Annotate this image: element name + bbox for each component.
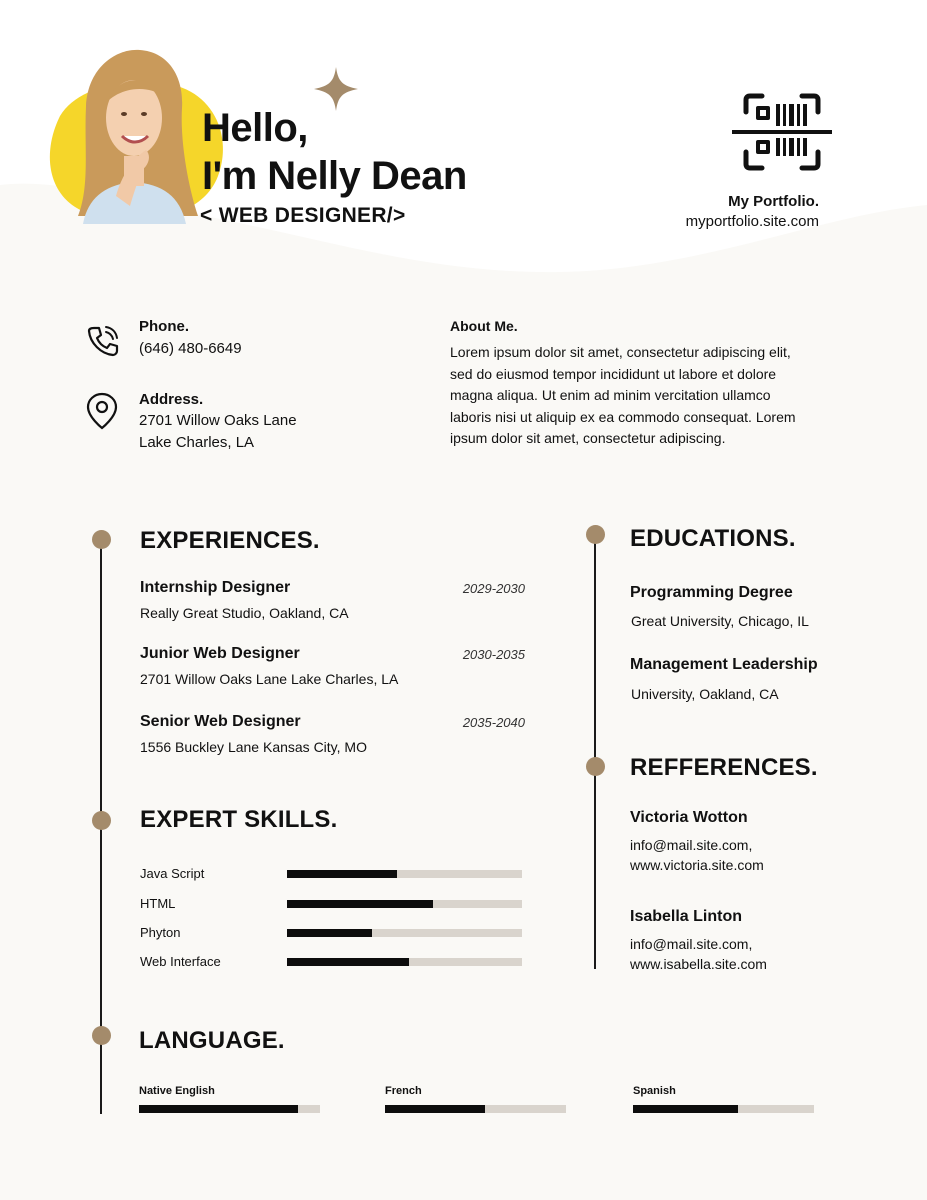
education-place: University, Oakland, CA <box>631 686 779 702</box>
timeline-dot-skills <box>92 811 111 830</box>
phone-value: (646) 480-6649 <box>139 340 242 357</box>
language-bar-fill <box>139 1105 298 1113</box>
education-place: Great University, Chicago, IL <box>631 613 809 629</box>
experience-title: Junior Web Designer <box>140 645 300 662</box>
address-line-1: 2701 Willow Oaks Lane <box>139 412 297 429</box>
timeline-dot-references <box>586 757 605 776</box>
skill-bar-track <box>287 900 522 908</box>
language-name: Native English <box>139 1085 215 1097</box>
portfolio-label: My Portfolio. <box>728 193 819 210</box>
reference-email[interactable]: info@mail.site.com, <box>630 837 753 853</box>
timeline-dot-educations <box>586 525 605 544</box>
language-name: French <box>385 1085 422 1097</box>
experience-place: 1556 Buckley Lane Kansas City, MO <box>140 739 367 755</box>
experience-years: 2035-2040 <box>462 715 525 730</box>
skill-name: HTML <box>140 896 176 911</box>
timeline-dot-language <box>92 1026 111 1045</box>
experience-place: Really Great Studio, Oakland, CA <box>140 605 349 621</box>
about-title: About Me. <box>450 318 518 334</box>
reference-name: Isabella Linton <box>630 908 743 925</box>
skill-bar-fill <box>287 958 409 966</box>
language-bar-fill <box>633 1105 738 1113</box>
address-label: Address. <box>139 391 204 408</box>
avatar <box>38 46 228 226</box>
skill-bar-track <box>287 929 522 937</box>
portfolio-link[interactable]: myportfolio.site.com <box>685 213 819 230</box>
language-bar-track <box>385 1105 566 1113</box>
timeline-dot-experiences <box>92 530 111 549</box>
reference-email[interactable]: info@mail.site.com, <box>630 936 753 952</box>
skill-bar-fill <box>287 900 433 908</box>
language-bar-track <box>633 1105 814 1113</box>
language-bar-fill <box>385 1105 485 1113</box>
about-text: Lorem ipsum dolor sit amet, consectetur adipiscing elit, sed do eiusmod tempor incididunt ut labore et dolore magna aliqua. Ut enim ad minim vercitation ullamco laboris nisi ut aliquip ex ea commodo consequat. Lorem ipsum dolor sit amet, consectetur adipiscing. <box>450 344 796 446</box>
reference-name: Victoria Wotton <box>630 809 748 826</box>
greeting: Hello, <box>202 106 308 150</box>
address-line-2: Lake Charles, LA <box>139 434 255 451</box>
experience-years: 2030-2035 <box>462 647 525 662</box>
qr-scan-icon <box>730 92 834 172</box>
language-title: LANGUAGE. <box>139 1027 285 1054</box>
reference-website[interactable]: www.isabella.site.com <box>630 956 767 972</box>
phone-label: Phone. <box>139 318 190 335</box>
education-title: Management Leadership <box>630 656 818 673</box>
experiences-title: EXPERIENCES. <box>140 527 320 554</box>
full-name: I'm Nelly Dean <box>202 154 467 198</box>
job-role: < WEB DESIGNER/> <box>200 204 406 227</box>
references-title: REFFERENCES. <box>630 754 818 781</box>
location-pin-icon <box>86 392 118 430</box>
skills-title: EXPERT SKILLS. <box>140 806 338 833</box>
experience-place: 2701 Willow Oaks Lane Lake Charles, LA <box>140 671 399 687</box>
skill-bar-track <box>287 870 522 878</box>
educations-title: EDUCATIONS. <box>630 525 796 552</box>
language-bar-track <box>139 1105 320 1113</box>
language-name: Spanish <box>633 1085 676 1097</box>
right-timeline-line <box>594 535 596 969</box>
hero-heading <box>202 104 467 200</box>
skill-bar-fill <box>287 929 372 937</box>
experience-title: Senior Web Designer <box>140 713 301 730</box>
skill-name: Web Interface <box>140 954 221 969</box>
experience-years: 2029-2030 <box>462 581 525 596</box>
skill-name: Phyton <box>140 925 181 940</box>
phone-icon <box>86 324 120 358</box>
experience-title: Internship Designer <box>140 579 291 596</box>
education-title: Programming Degree <box>630 584 793 601</box>
reference-website[interactable]: www.victoria.site.com <box>630 857 764 873</box>
skill-name: Java Script <box>140 866 205 881</box>
skill-bar-track <box>287 958 522 966</box>
skill-bar-fill <box>287 870 397 878</box>
